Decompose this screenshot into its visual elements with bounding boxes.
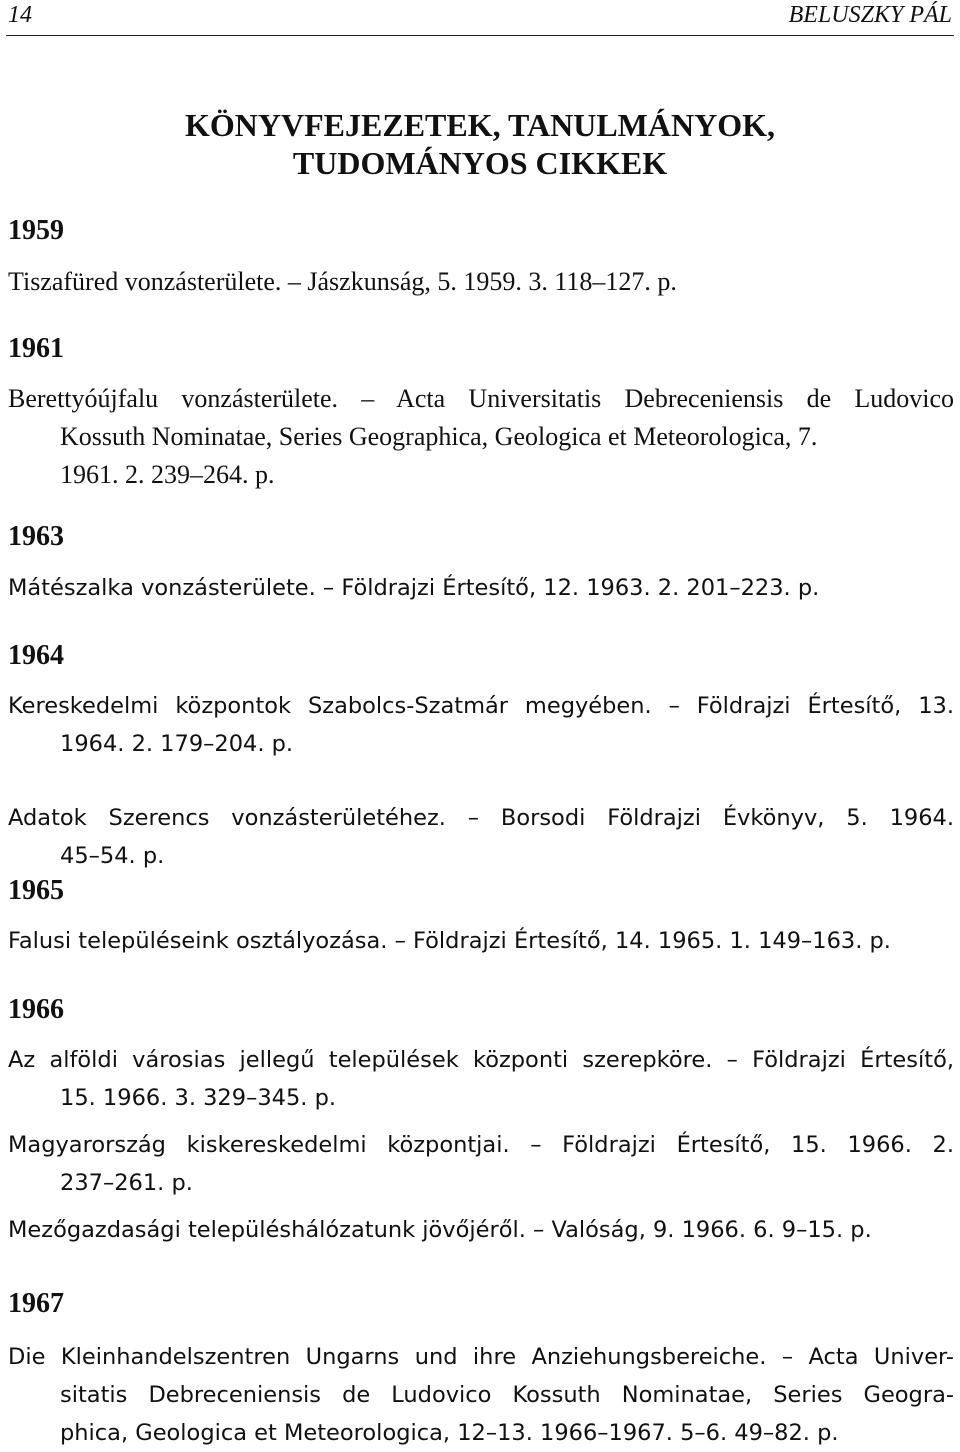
running-title: BELUSZKY PÁL (788, 2, 952, 28)
year-heading-1966: 1966 (8, 994, 64, 1025)
entry-line: Mátészalka vonzásterülete. – Földrajzi Értesítő, 12. 1963. 2. 201–223. p. (8, 575, 820, 601)
bib-entry-1963-1 (8, 569, 954, 607)
bib-entry-1964-1 (8, 687, 954, 763)
year-heading-1959: 1959 (8, 215, 64, 246)
entry-line: Adatok Szerencs vonzásterületéhez. – Borsodi Földrajzi Évkönyv, 5. 1964. (8, 805, 954, 831)
page-number: 14 (8, 2, 32, 28)
entry-line: Az alföldi városias jellegű települések központi szerepköre. – Földrajzi Értesítő, (8, 1047, 954, 1073)
bib-entry-1959-1 (8, 263, 954, 301)
section-title-line2: TUDOMÁNYOS CIKKEK (292, 145, 668, 181)
bib-entry-1967-1 (8, 1338, 954, 1452)
entry-line: Kossuth Nominatae, Series Geographica, Geologica et Meteorologica, 7. (60, 422, 818, 451)
entry-line: 15. 1966. 3. 329–345. p. (60, 1085, 336, 1111)
year-heading-1967: 1967 (8, 1288, 64, 1319)
bib-entry-1966-2 (8, 1126, 954, 1202)
entry-line: sitatis Debreceniensis de Ludovico Kossuth Nominatae, Series Geogra- (60, 1382, 954, 1408)
entry-line: Falusi településeink osztályozása. – Földrajzi Értesítő, 14. 1965. 1. 149–163. p. (8, 928, 891, 954)
year-heading-1963: 1963 (8, 521, 64, 552)
bib-entry-1964-2 (8, 799, 954, 875)
entry-line: Kereskedelmi központok Szabolcs-Szatmár megyében. – Földrajzi Értesítő, 13. (8, 693, 954, 719)
entry-line: Mezőgazdasági településhálózatunk jövőjéről. – Valóság, 9. 1966. 6. 9–15. p. (8, 1217, 872, 1243)
entry-line: phica, Geologica et Meteorologica, 12–13. 1966–1967. 5–6. 49–82. p. (60, 1420, 839, 1446)
header-rule (6, 35, 954, 36)
section-title (0, 106, 960, 182)
bib-entry-1966-3 (8, 1211, 954, 1249)
year-heading-1965: 1965 (8, 875, 64, 906)
section-title-line1: KÖNYVFEJEZETEK, TANULMÁNYOK, (185, 107, 775, 143)
year-heading-1964: 1964 (8, 640, 64, 671)
entry-line: Tiszafüred vonzásterülete. – Jászkunság, 5. 1959. 3. 118–127. p. (8, 267, 677, 296)
entry-line: 1961. 2. 239–264. p. (60, 460, 275, 489)
bib-entry-1961-1 (8, 380, 954, 494)
entry-line: Berettyóújfalu vonzásterülete. – Acta Universitatis Debreceniensis de Ludovico (8, 384, 954, 413)
year-heading-1961: 1961 (8, 333, 64, 364)
entry-line: 45–54. p. (60, 843, 165, 869)
entry-line: Magyarország kiskereskedelmi központjai. – Földrajzi Értesítő, 15. 1966. 2. (8, 1132, 954, 1158)
entry-line: 1964. 2. 179–204. p. (60, 731, 294, 757)
entry-line: 237–261. p. (60, 1170, 193, 1196)
bib-entry-1966-1 (8, 1041, 954, 1117)
bib-entry-1965-1 (8, 922, 954, 960)
entry-line: Die Kleinhandelszentren Ungarns und ihre Anziehungsbereiche. – Acta Univer- (8, 1344, 954, 1370)
